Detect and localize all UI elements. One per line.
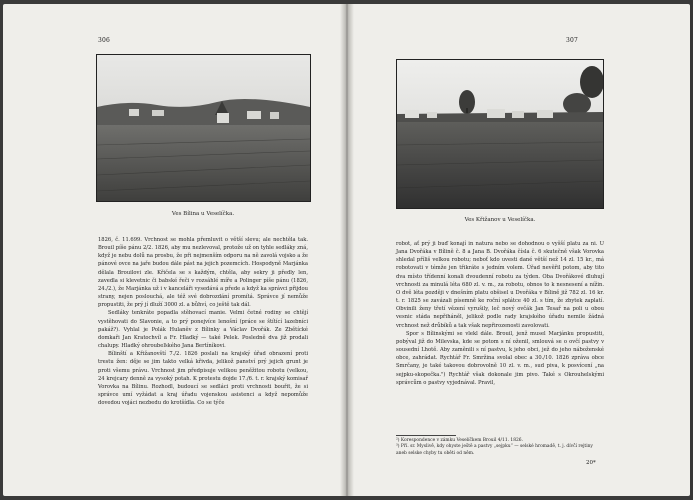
footnote-2: ³) Pří. sr. Myslivě, kdy ohyste ještě a pastvy „sejpku“ — selské hromadě, t. j. dívčí rejtiny aneb selske chyby tu oběti od něm.: [396, 444, 593, 456]
body-text-left: [98, 236, 308, 407]
left-page: [3, 4, 345, 496]
village-krizanov-photo-icon: [397, 60, 603, 208]
paragraph-3: Bílinští a Křižanovští 7./2. 1826 poslali na krajský úřad obrazení proti trestu žen: děje se jim takto velká křivda, jelikož panství prý jejich grunt je proti všemu právu. Vrchnost jim předpisuje velikou peněžitou robotu (velkou, 24 krejcary denně za vysoký potah. K protestu dojde 17./6. t. r. krajský komisař Vorovka na Bílinu. Rozhodl, budoucí se sedláci proti vrchnosti bouřit, že si správce umí vyžádat a kraj úřadu vojenskou asistenci a když nepomůže dovedou vojáci nezbedu do krotšídla. Co se týče: [98, 351, 308, 407]
photo-village-bilina: [96, 54, 311, 202]
paragraph-1: 1826, č. 11.699. Vrchnost se mohla přemluvit o větší slevu; ale nechtěla tak. Brouil píše pánu 2/2. 1826, aby mu nezlevoval, protože už on tyhle sedláky zná, když je nebu dolů na prosbu, že při nejmenším odporu na ně zavolá vojsko a že pánové ovce na jaře budou dále pást na jejich pozemcích. Hospodyně Marjánka dělala Brouilovi zle. Křičela se s každým, chtěla, aby sekry ji předly len, zavedla si klevetnic či babské řeči v rozsáhlé míře a Polinger píše pánu (1826, 24./2.), že Marjánka už i v kanceláři vysedává a přede a když ka správci přijdou strany, nejen poslouchá, ale též své dobrozdání promítá. Správce jí nemůže propustiti, že prý jí dluží 3000 zl. a bůhví, co ještě tak dál.: [98, 237, 308, 309]
paragraph-1: robot, ať prý ji buď konají in natura nebo se dohodnou o vyšší platu za ni. U Jana Dvořáka v Bílině č. 8 a Jana B. Dvořáka čísla č. 6 skutečně však Vorovka shledal příliš velkou robotu; neboť kdo uvesti dané větší než 14 zl. 15 kr., má robotovati v témže jen třikráte s jedním volem. Úřad nevěřil potom, aby tito dva místo třídenní konali dvoudenní robotu za týden. Oba Dvořákové dluhují vrchnosti za minulá léta 680 zl. v. m., za robotu, obnos to k nesnesení a nížin. O dvě léta později v dnešním platu obšisel u Dvořáka v Bílině již 782 zl. 16 kr. t. r. 1825 se zavázali písemně ke roční splátce 40 zl. s tím, že zbytek zaplatí. Obvinili ženy třetí vězení vyrušily, leč nový ovčák Jan Tesař na poli u obou vesnic stáda nepřiháněl, jelikož podle rady krajského úřadu nemile žádná vrchnost než drůbíků a tak však nepřirozenosti zavolovati.: [396, 241, 604, 329]
right-page: [348, 4, 690, 496]
page-number-left: 306: [98, 37, 111, 44]
signature-mark: 20*: [586, 460, 596, 466]
photo-village-krizanov: [396, 59, 604, 209]
caption-right: Ves Křižanov u Veselíčka.: [464, 217, 536, 223]
book-gutter: [340, 4, 354, 496]
page-number-right: 307: [566, 37, 579, 44]
village-bilina-photo-icon: [97, 55, 310, 201]
paragraph-2: Spor s Bílinskými se vlekl dále. Brouil, jenž musel Marjánku propustiti, pobýval již do Milevska, kde se potom s ní oženil, smlouvá se o ovčí pastvy v sousední Lhotě. Aby zaměnili s ní pastvu, k jeho obci, jež do jeho náboženské obce, zahrádat. Rychtář Fr. Smržina svolal obec a 30./10. 1826 zpráva obce Smrčany, je také takovou dobrovolně 10 zl. v. m., sud piva, k posvícení „na sejpku-skopečka.") Rychtář však dokonale jim pivo. Také s Okrouhelskými správcům o pastvy vyjednával. Pravil,: [396, 330, 604, 386]
paragraph-2: Sedláky tenkráte popadla stěhovací manie. Velmi četné rodiny se chtějí vystěhovati do Slavonie, a to prý ponejvíce lenošní (práce se štítící lazebníci pakáž?). Vyhlal je Polák Hulaněv z Bílinky a Václav Dvořák. Ze Zbětícké domkaři Jan Kratochvíl a Fr. Hladký — také Pelek. Posledně dva již prodali chalupy. Hladký ohroubeľského Jana Bertíníkovi.: [98, 310, 308, 350]
footnote-rule: [396, 435, 456, 436]
footnote-1: ²) Korespondence v zámku Veselíčkem Brouil 4/11. 1826.: [396, 438, 523, 443]
footnotes: [396, 438, 604, 457]
caption-left: Ves Bílina u Veselíčka.: [171, 211, 235, 217]
body-text-right: [396, 240, 604, 387]
